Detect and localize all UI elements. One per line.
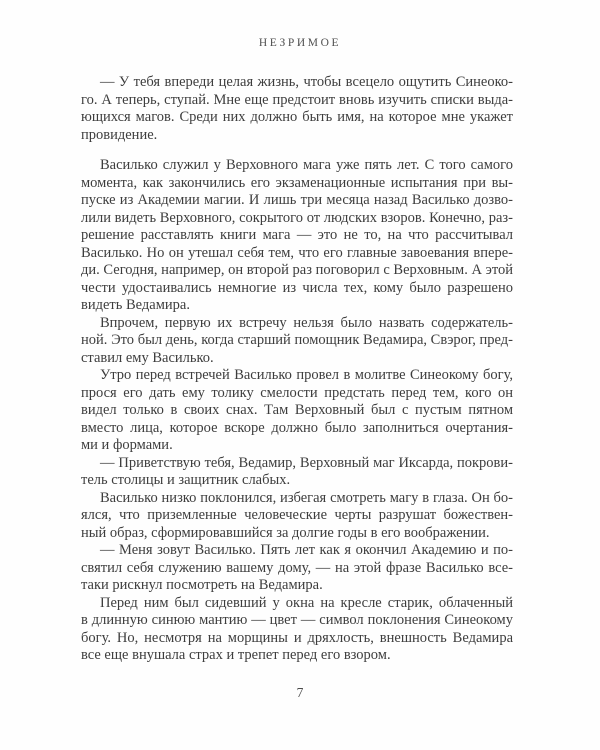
page-number: 7	[296, 685, 304, 700]
text-line: го. А теперь, ступай. Мне еще предстоит вновь изучить списки выда-	[81, 91, 513, 108]
dialogue-paragraph	[81, 542, 513, 595]
text-line: — Приветствую тебя, Ведамир, Верховный маг Иксарда, покрови-	[100, 454, 513, 471]
text-line: богу. Но, несмотря на морщины и дряхлость, внешность Ведамира	[81, 629, 513, 646]
text-line: момента, как закончились его экзаменационные испытания при вы-	[81, 174, 513, 191]
text-line: решение расставлять книги мага — это не то, на что рассчитывал	[81, 227, 513, 243]
text-line: ми и формами.	[81, 437, 173, 453]
text-line: чести удостаивались немногие из числа тех, кому было разрешено	[81, 279, 513, 296]
text-line: ный образ, сформировавшийся за долгие годы в его воображении.	[81, 524, 490, 541]
narrative-paragraph	[81, 367, 513, 455]
text-line: ющихся магов. Среди них должно быть имя, на которое мне укажет	[81, 109, 513, 125]
text-line: ди. Сегодня, например, он второй раз поговорил с Верховным. А этой	[81, 262, 513, 278]
text-line: Перед ним был сидевший у окна на кресле старик, облаченный	[100, 594, 513, 611]
text-line: видеть Ведамира.	[81, 297, 190, 313]
text-line: святил себя служению вашему дому, — на этой фразе Василько все-	[81, 559, 513, 576]
page-body-text	[81, 74, 513, 665]
text-line: — У тебя впереди целая жизнь, чтобы всецело ощутить Синеоко-	[100, 74, 513, 90]
text-line: ялся, что приземленные человеческие черты разрушат божествен-	[81, 507, 513, 523]
running-header: НЕЗРИМОЕ	[258, 37, 342, 49]
narrative-paragraph	[81, 595, 513, 665]
text-line: в длинную синюю мантию — цвет — символ поклонения Синеокому	[81, 612, 513, 628]
text-line: Василько низко поклонился, избегая смотреть магу в глаза. Он бо-	[100, 489, 513, 506]
dialogue-paragraph	[81, 455, 513, 490]
text-line: прося его дать ему толику смелости предстать перед тем, кого он	[81, 384, 513, 401]
text-line: — Меня зовут Василько. Пять лет как я окончил Академию и по-	[100, 542, 513, 558]
narrative-paragraph	[81, 157, 513, 315]
narrative-paragraph	[81, 490, 513, 543]
text-line: Утро перед встречей Василько провел в молитве Синеокому богу,	[100, 367, 513, 383]
narrative-paragraph	[81, 315, 513, 368]
text-line: тель столицы и защитник слабых.	[81, 472, 291, 488]
text-line: ставил ему Василько.	[81, 349, 214, 366]
text-line: Впрочем, первую их встречу нельзя было назвать содержатель-	[100, 314, 513, 331]
text-line: таки рискнул посмотреть на Ведамира.	[81, 577, 323, 593]
text-line: видел только в своих снах. Там Верховный был с пустым пятном	[81, 402, 513, 418]
text-line: лили видеть Верховного, сокрытого от людских взоров. Конечно, раз-	[81, 209, 513, 226]
dialogue-paragraph	[81, 74, 513, 144]
text-line: Василько служил у Верховного мага уже пять лет. С того самого	[100, 157, 513, 173]
text-line: пуске из Академии магии. И лишь три месяца назад Василько дозво-	[81, 192, 513, 208]
text-line: провидение.	[81, 126, 158, 143]
text-line: вместо лица, которое вскоре должно было заполниться очертания-	[81, 419, 513, 436]
text-line: Василько. Но он утешал себя тем, что его главные завоевания впере-	[81, 244, 513, 261]
text-line: все еще внушала страх и трепет перед его взором.	[81, 647, 391, 663]
text-line: ной. Это был день, когда старший помощник Ведамира, Свэрог, пред-	[81, 332, 513, 348]
